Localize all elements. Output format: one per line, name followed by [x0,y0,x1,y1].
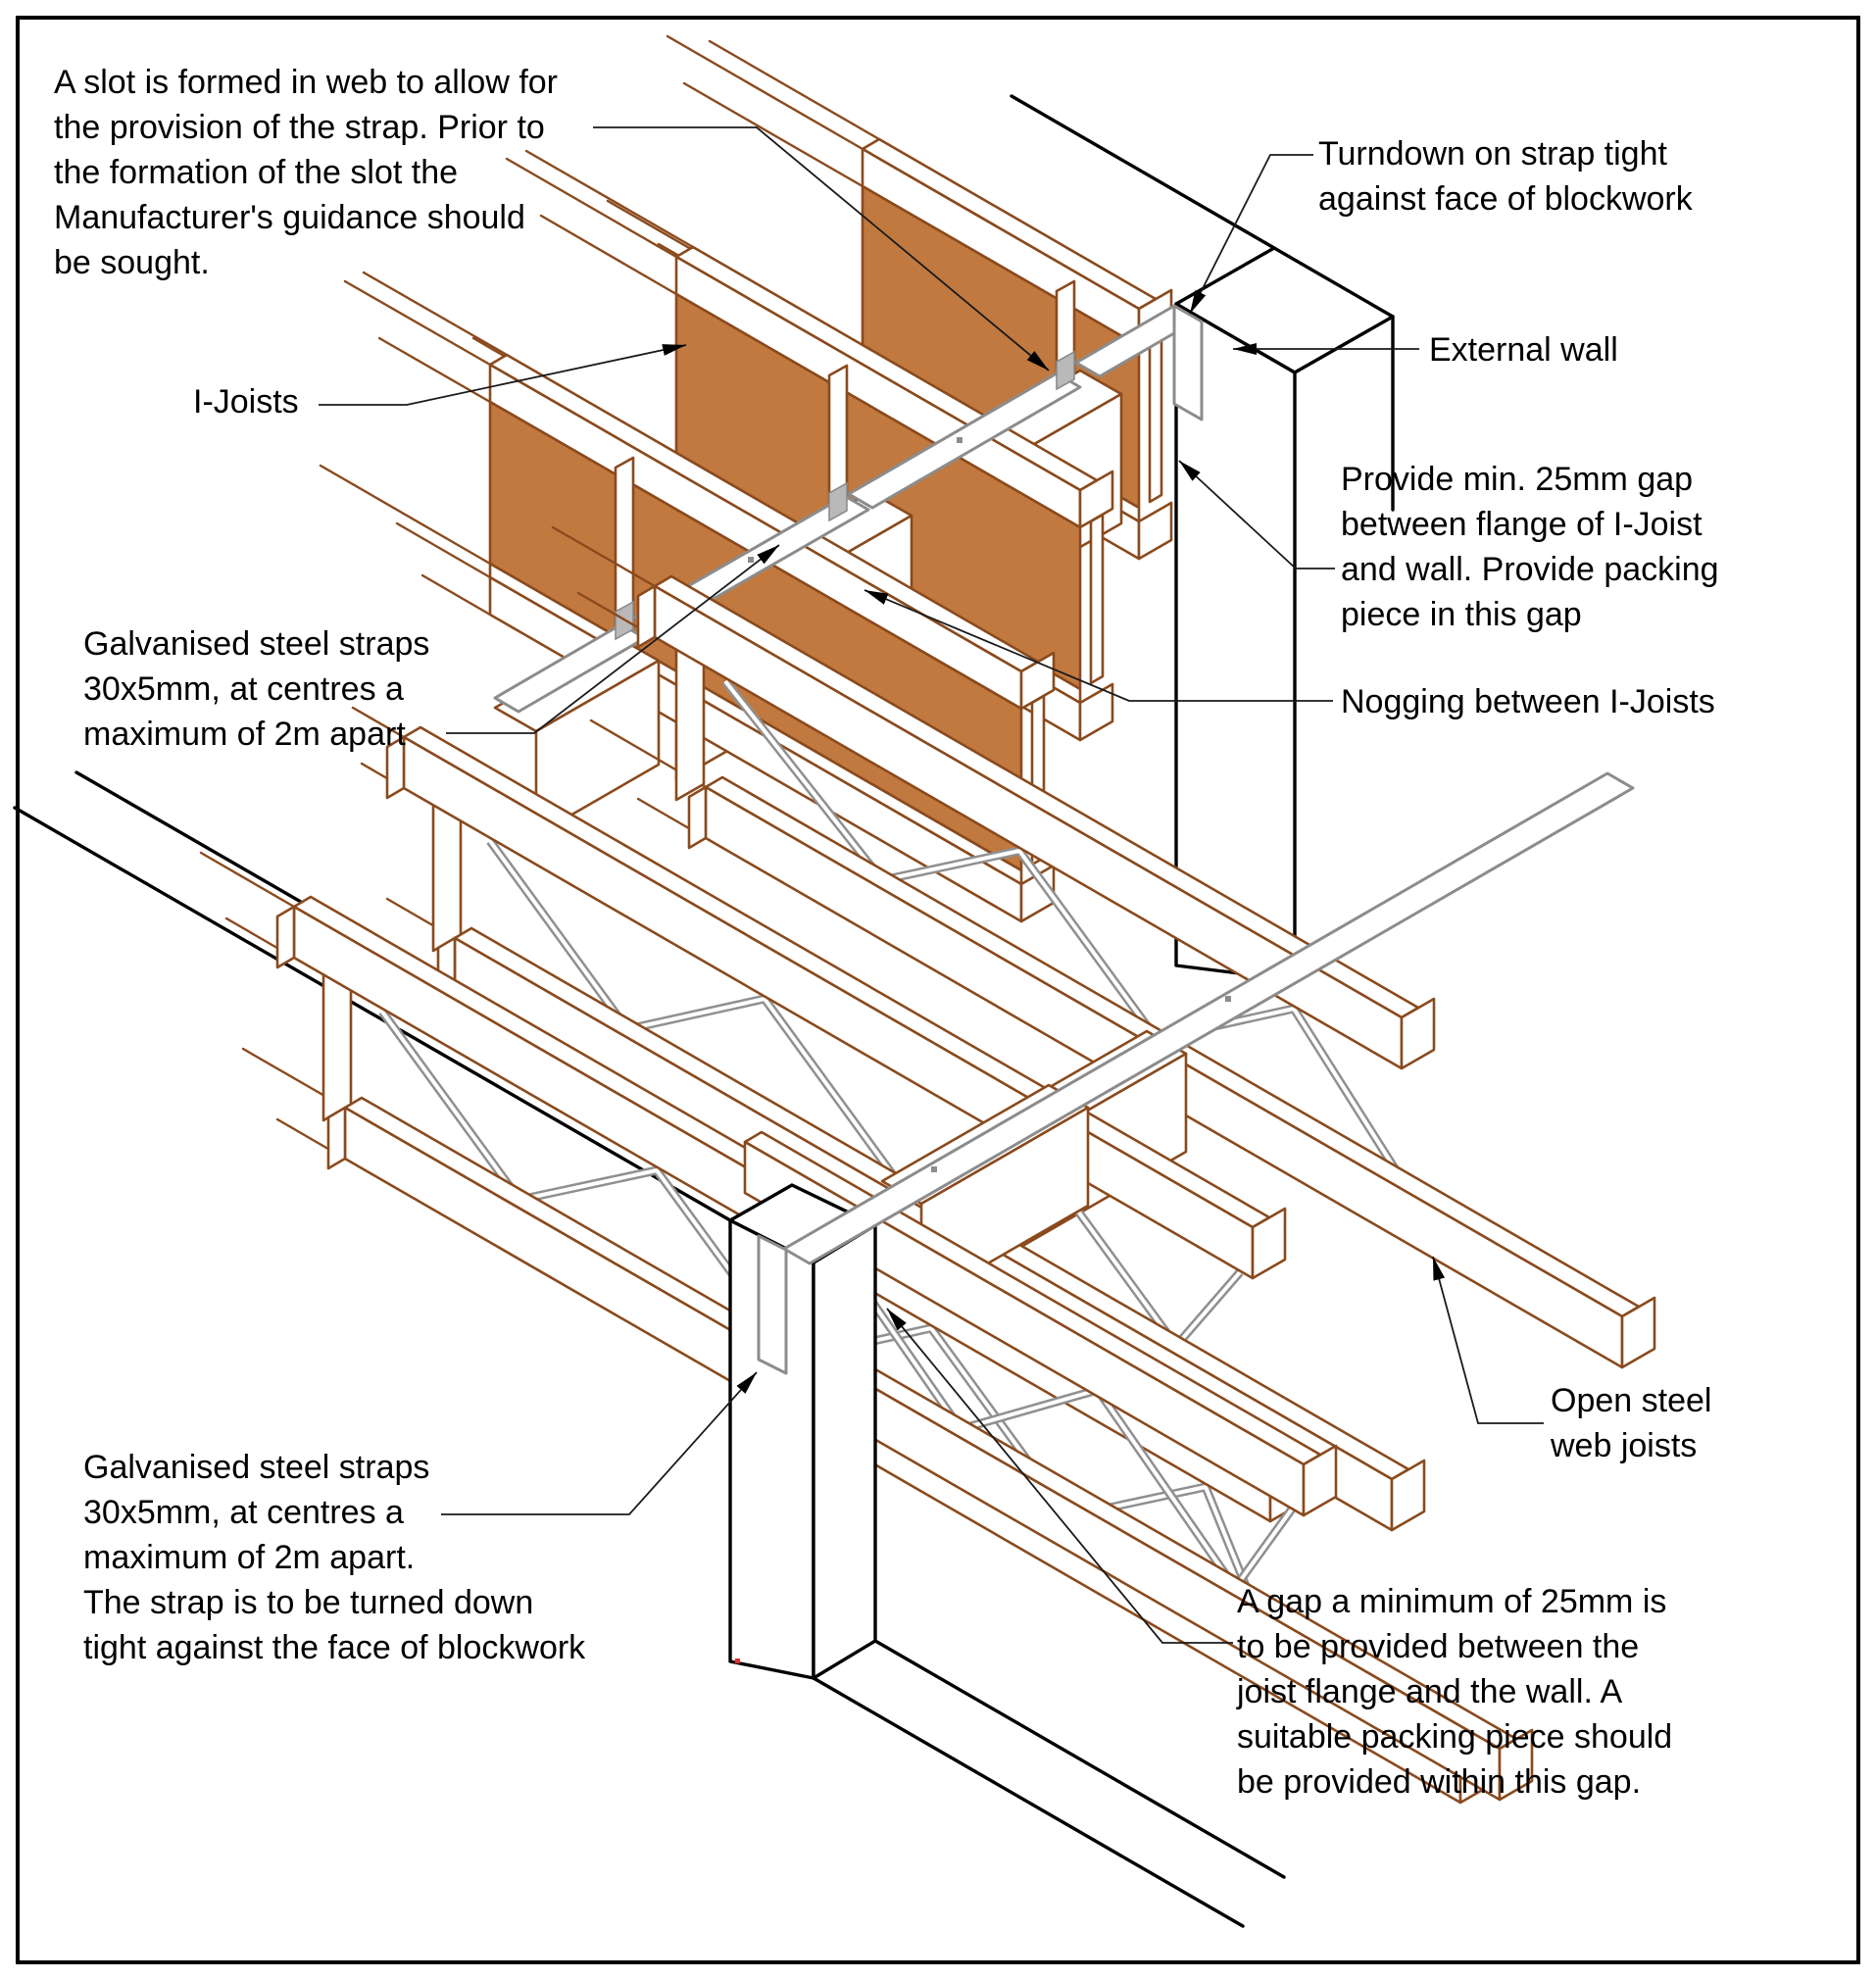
turndown-note: Turndown on strap tight against face of blockwork [1318,135,1693,218]
ijoists-label: I-Joists [193,383,299,421]
strap-turndown [1174,306,1202,420]
leader-straps-bottom [441,1372,757,1514]
slot-note: A slot is formed in web to allow for the provision of the strap. Prior to the formation of the slot the Manufacturer's guidance should be sought. [54,64,559,281]
external-wall-label: External wall [1429,331,1618,369]
ijoist-detail [321,36,1393,980]
open-web-label: Open steel web joists [1551,1382,1712,1464]
straps-note-bottom: Galvanised steel straps 30x5mm, at centres a maximum of 2m apart. The strap is to be turned down tight against the face of blockwork [83,1449,586,1666]
strap-turndown [759,1236,786,1373]
gap-note-top: Provide min. 25mm gap between flange of I-Joist and wall. Provide packing piece in this gap [1341,461,1719,633]
straps-note-top: Galvanised steel straps 30x5mm, at centres a maximum of 2m apart [83,625,430,753]
gap-note-bottom: A gap a minimum of 25mm is to be provided between the joist flange and the wall. A suitable packing piece should be provided within this gap. [1237,1583,1673,1801]
cad-artifact-dot [735,1658,740,1663]
nogging-label: Nogging between I-Joists [1341,683,1715,720]
